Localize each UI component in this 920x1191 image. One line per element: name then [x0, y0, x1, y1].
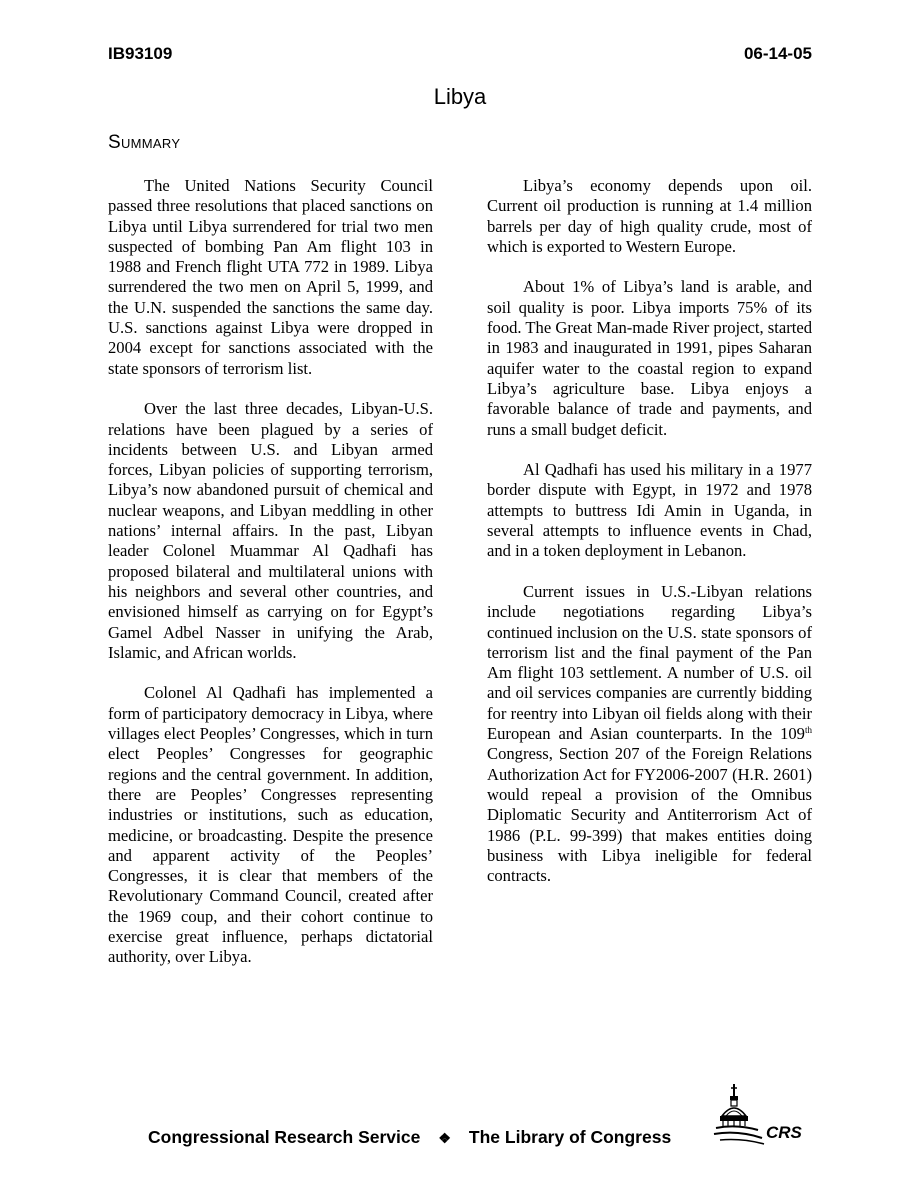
paragraph-text-start: Current issues in U.S.-Libyan relations include negotiations regarding Libya’s continued inclusion on the U.S. state sponsors of terrorism list and the final payment of the Pan Am flight 103 settlement. A number of U.S. oil and oil services companies are currently bidding for reentry into Libyan oil fields along with their European and Asian counterparts. In the 109	[487, 581, 812, 744]
footer-org: Congressional Research Service	[148, 1127, 421, 1147]
paragraph: Libya’s economy depends upon oil. Current oil production is running at 1.4 million barrels per day of high quality crude, most of which is exported to Western Europe.	[487, 176, 812, 256]
crs-capitol-logo-icon	[712, 1080, 812, 1150]
paragraph: Colonel Al Qadhafi has implemented a form of participatory democracy in Libya, where villages elect Peoples’ Congresses, which in turn elect Peoples’ Congresses for geographic regions and the central government. In addition, there are Peoples’ Congresses representing industries or institutions, such as education, medicine, or broadcasting. Despite the presence and apparent activity of the Peoples’ Congresses, it is clear that members of the Revolutionary Command Council, created after the 1969 coup, and their cohort continue to exercise great influence, perhaps dictatorial authority, over Libya.	[108, 683, 433, 967]
right-column	[487, 176, 812, 886]
left-column	[108, 176, 433, 968]
diamond-separator-icon: ❖	[438, 1130, 451, 1146]
section-heading: Summary	[108, 132, 181, 153]
document-id: IB93109	[108, 44, 173, 63]
paragraph: Over the last three decades, Libyan-U.S. relations have been plagued by a series of incidents between U.S. and Libyan armed forces, Libyan policies of supporting terrorism, Libya’s now abandoned pursuit of chemical and nuclear weapons, and Libyan meddling in other nations’ internal affairs. In the past, Libyan leader Colonel Muammar Al Qadhafi has proposed bilateral and multilateral unions with his neighbors and several other countries, and envisioned himself as carrying on for Egypt’s Gamel Adbel Nasser in unifying the Arab, Islamic, and African worlds.	[108, 399, 433, 662]
paragraph: Al Qadhafi has used his military in a 1977 border dispute with Egypt, in 1972 and 1978 attempts to buttress Idi Amin in Uganda, in several attempts to influence events in Chad, and in a token deployment in Lebanon.	[487, 460, 812, 561]
paragraph: The United Nations Security Council passed three resolutions that placed sanctions on Libya until Libya surrendered for trial two men suspected of bombing Pan Am flight 103 in 1988 and French flight UTA 772 in 1989. Libya surrendered the two men on April 5, 1999, and the U.N. suspended the sanctions the same day. U.S. sanctions against Libya were dropped in 2004 except for sanctions associated with the state sponsors of terrorism list.	[108, 176, 433, 378]
page-title: Libya	[433, 84, 487, 109]
paragraph-text-end: Congress, Section 207 of the Foreign Relations Authorization Act for FY2006-2007 (H.R. 2601) would repeal a provision of the Omnibus Diplomatic Security and Antiterrorism Act of 1986 (P.L. 99-399) that makes entities doing business with Libya ineligible for federal contracts.	[487, 744, 812, 886]
ordinal-superscript: th	[804, 725, 812, 736]
logo-crs-text: CRS	[766, 1123, 802, 1142]
footer-library: The Library of Congress	[468, 1127, 672, 1147]
document-date: 06-14-05	[743, 44, 812, 63]
footer	[148, 1126, 671, 1149]
paragraph: About 1% of Libya’s land is arable, and soil quality is poor. Libya imports 75% of its food. The Great Man-made River project, started in 1983 and inaugurated in 1991, pipes Saharan aquifer water to the coastal region to expand Libya’s agriculture base. Libya enjoys a favorable balance of trade and payments, and runs a small budget deficit.	[487, 277, 812, 439]
paragraph	[487, 582, 812, 886]
